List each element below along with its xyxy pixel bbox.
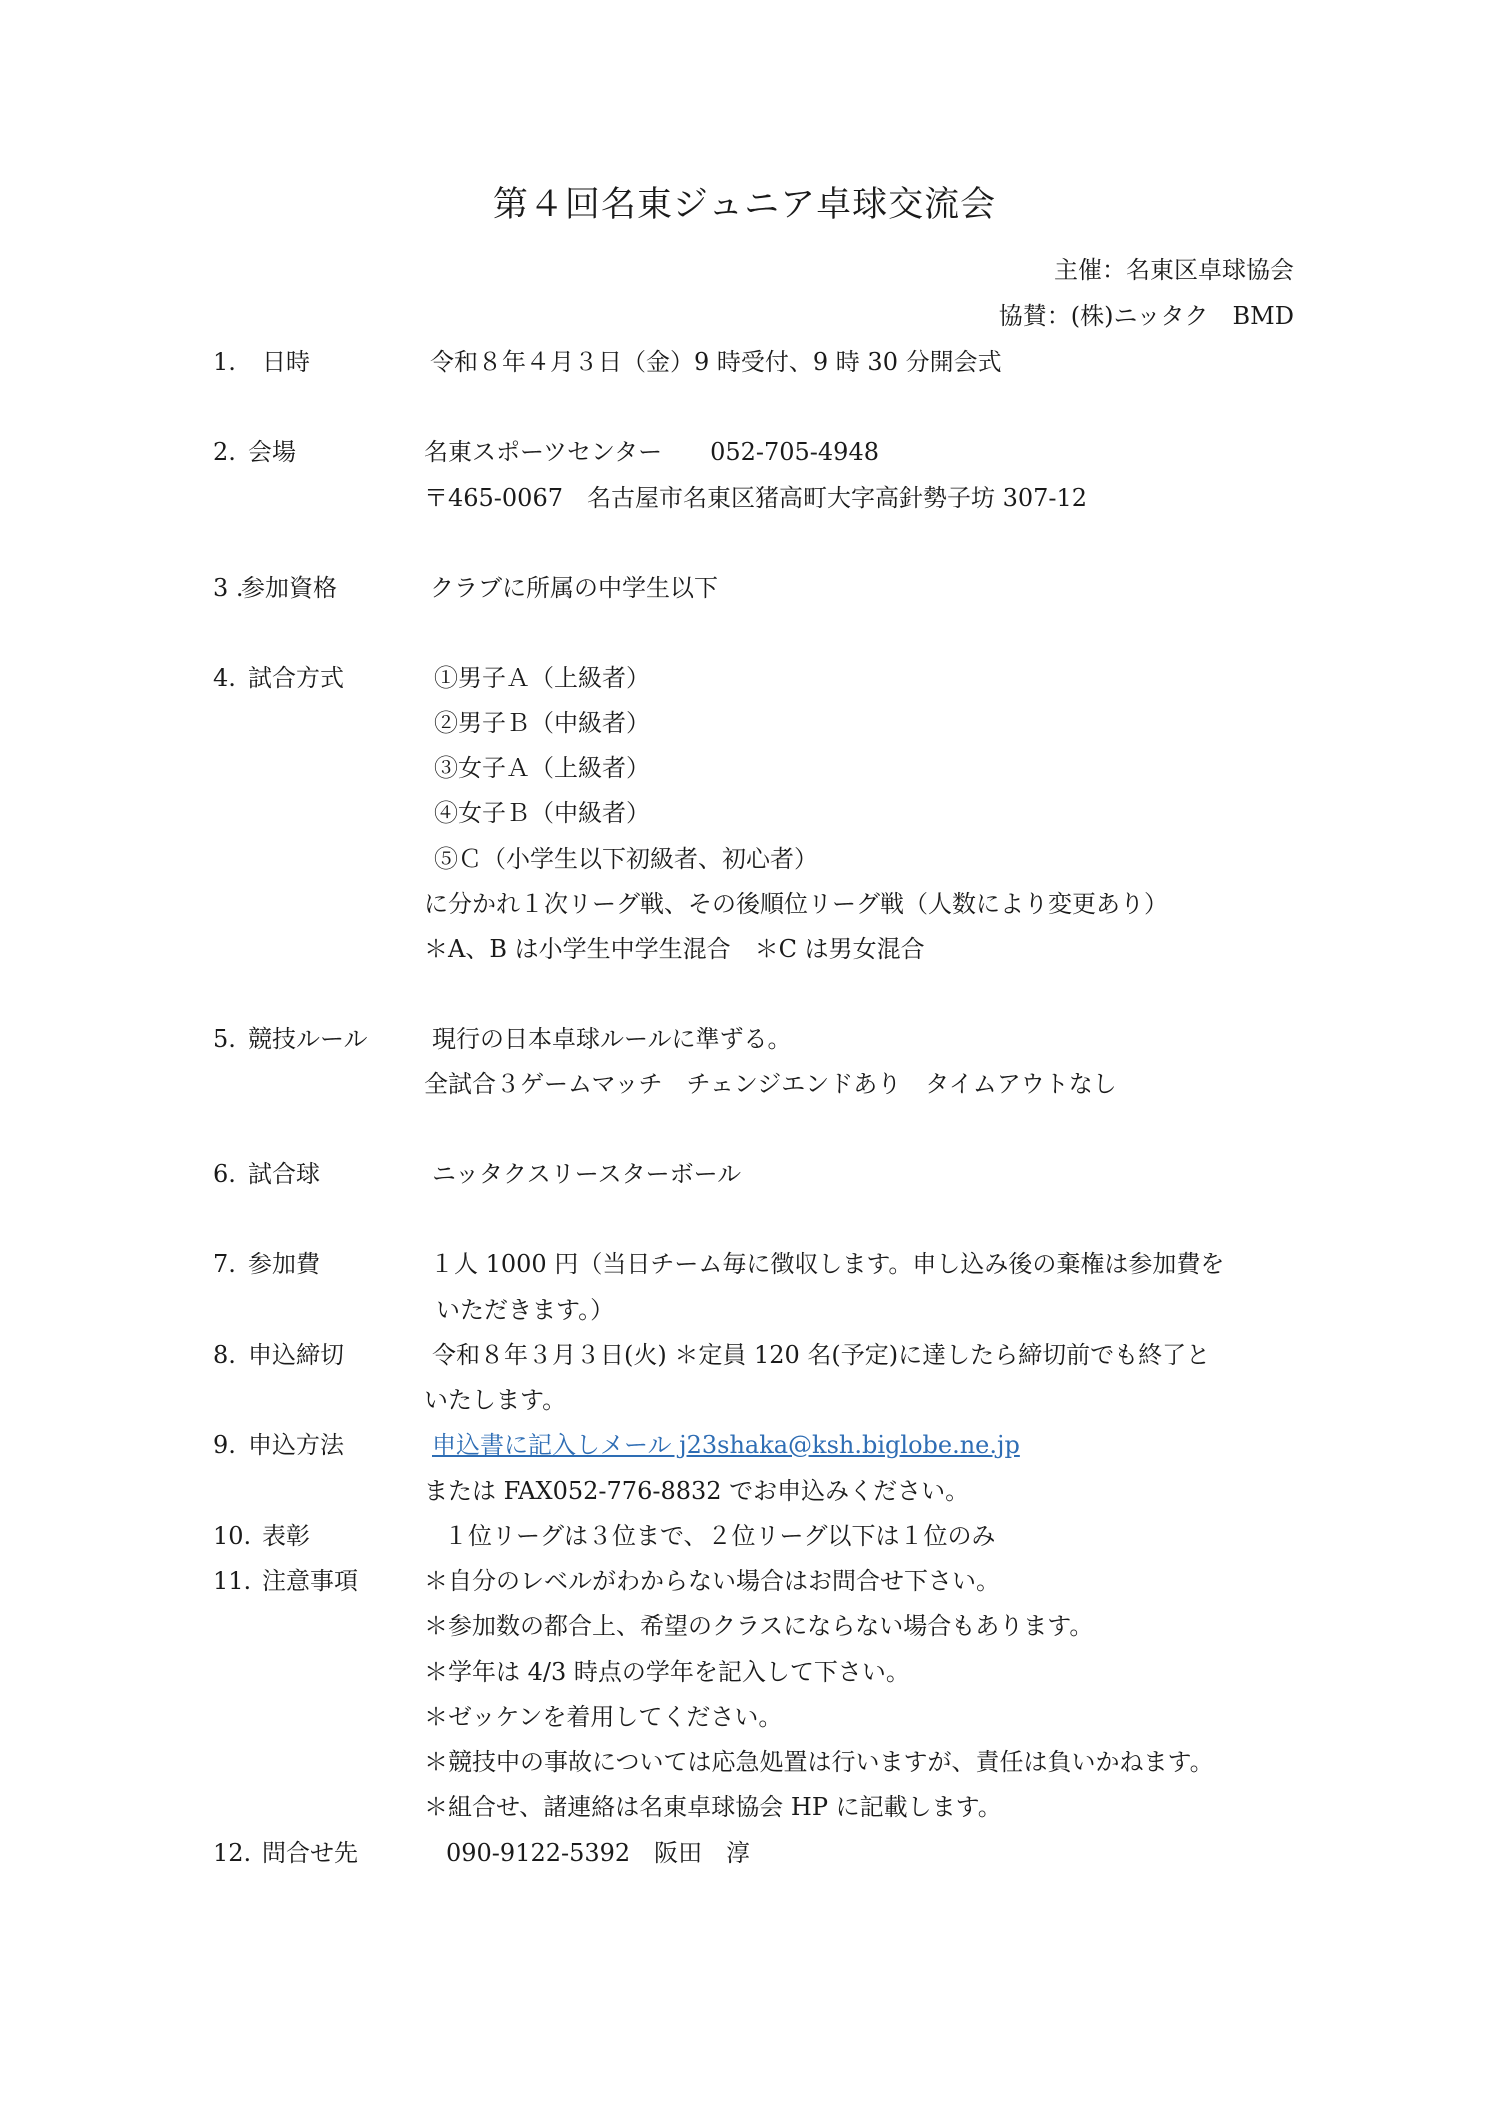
item-text: ④女子Ｂ（中級者）: [434, 799, 650, 827]
item-text: または FAX052-776-8832 でお申込みください。: [424, 1477, 970, 1505]
item-label: 参加費: [248, 1250, 320, 1278]
item-number: 5.: [213, 1025, 236, 1053]
item-text: 令和８年４月３日（金）9 時受付、9 時 30 分開会式: [430, 348, 1002, 376]
item-label: 問合せ先: [262, 1839, 358, 1867]
item-number: 4.: [213, 664, 236, 692]
item-text: クラブに所属の中学生以下: [430, 574, 718, 602]
item-number: 7.: [213, 1250, 236, 1278]
item-text: ③女子Ａ（上級者）: [434, 754, 650, 782]
email-link[interactable]: 申込書に記入しメール j23shaka@ksh.biglobe.ne.jp: [432, 1431, 1020, 1459]
item-text: 090-9122-5392 阪田 淳: [446, 1839, 751, 1867]
item-label: 試合球: [248, 1160, 320, 1188]
item-number: 6.: [213, 1160, 236, 1188]
item-label: 注意事項: [262, 1567, 358, 1595]
item-text: ＊学年は 4/3 時点の学年を記入して下さい。: [424, 1658, 910, 1686]
item-label: 試合方式: [248, 664, 344, 692]
item-label: 日時: [262, 348, 310, 376]
item-label: 会場: [248, 438, 296, 466]
item-number: 3 .: [213, 574, 244, 602]
item-number: 12.: [213, 1839, 252, 1867]
item-text: ②男子Ｂ（中級者）: [434, 709, 650, 737]
item-text: 全試合３ゲームマッチ チェンジエンドあり タイムアウトなし: [424, 1070, 1117, 1098]
item-text: １位リーグは３位まで、２位リーグ以下は１位のみ: [444, 1522, 996, 1550]
item-text: ＊組合せ、諸連絡は名東卓球協会 HP に記載します。: [424, 1793, 1002, 1821]
item-text: いたします。: [424, 1386, 567, 1414]
item-label: 申込締切: [248, 1341, 344, 1369]
item-number: 2.: [213, 438, 236, 466]
item-text: ＊自分のレベルがわからない場合はお問合せ下さい。: [424, 1567, 1000, 1595]
sponsor: 協賛：(株)ニッタク BMD: [998, 302, 1294, 330]
item-text: ⑤Ｃ（小学生以下初級者、初心者）: [434, 845, 818, 873]
item-text: 現行の日本卓球ルールに準ずる。: [432, 1025, 792, 1053]
organizer: 主催：名東区卓球協会: [1054, 256, 1294, 284]
page-title: 第４回名東ジュニア卓球交流会: [492, 185, 997, 225]
item-text: ①男子Ａ（上級者）: [434, 664, 650, 692]
item-label: 参加資格: [241, 574, 337, 602]
item-number: 9.: [213, 1431, 236, 1459]
item-text: ＊参加数の都合上、希望のクラスにならない場合もあります。: [424, 1612, 1094, 1640]
item-text: いただきます。）: [436, 1296, 615, 1324]
item-text: ニッタクスリースターボール: [432, 1160, 742, 1188]
item-text: 名東スポーツセンター 052-705-4948: [424, 438, 879, 466]
item-number: 1.: [213, 348, 236, 376]
item-number: 11.: [213, 1567, 252, 1595]
item-text: に分かれ１次リーグ戦、その後順位リーグ戦（人数により変更あり）: [424, 890, 1168, 918]
item-label: 表彰: [262, 1522, 310, 1550]
item-label: 申込方法: [248, 1431, 344, 1459]
item-text: ＊競技中の事故については応急処置は行いますが、責任は負いかねます。: [424, 1748, 1214, 1776]
item-text: ＊ゼッケンを着用してください。: [424, 1703, 783, 1731]
item-text: 令和８年３月３日(火) ＊定員 120 名(予定)に達したら締切前でも終了と: [432, 1341, 1211, 1369]
item-number: 10.: [213, 1522, 252, 1550]
item-number: 8.: [213, 1341, 236, 1369]
item-text: ＊A、B は小学生中学生混合 ＊C は男女混合: [424, 935, 925, 963]
item-label: 競技ルール: [248, 1025, 368, 1053]
item-text: 〒465-0067 名古屋市名東区猪高町大字高針勢子坊 307-12: [424, 484, 1088, 512]
item-text: １人 1000 円（当日チーム毎に徴収します。申し込み後の棄権は参加費を: [430, 1250, 1225, 1278]
